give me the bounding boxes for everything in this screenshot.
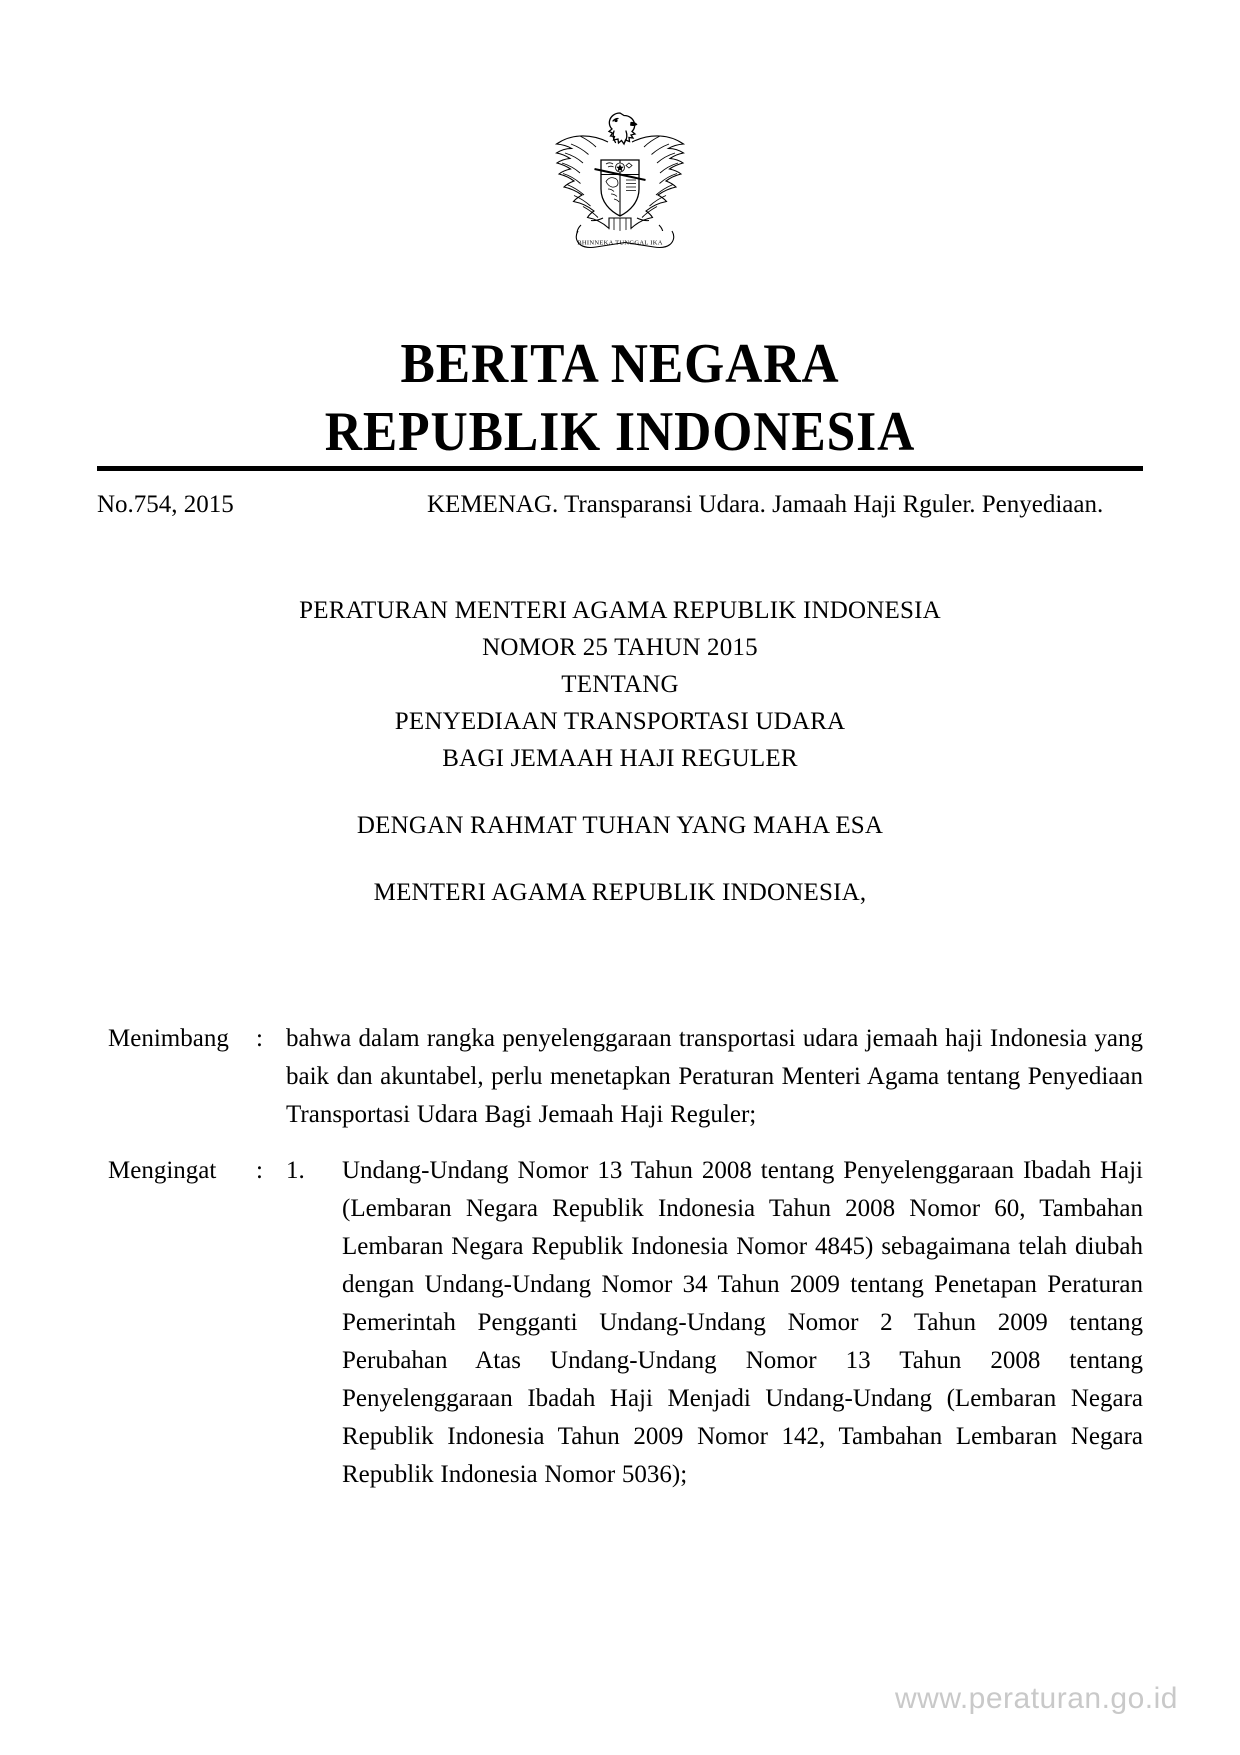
clause-menimbang	[108, 1020, 1143, 1134]
title-tentang: TENTANG	[561, 671, 679, 698]
footer-watermark: www.peraturan.go.id	[895, 1682, 1178, 1715]
gazette-number: No.754, 2015	[97, 491, 234, 518]
clause-label: Mengingat	[108, 1157, 217, 1184]
emblem-container	[0, 100, 1240, 300]
regulation-title-block	[110, 592, 1130, 911]
clause-label: Menimbang	[108, 1025, 229, 1052]
masthead-line-1: BERITA NEGARA	[400, 333, 840, 395]
title-subject-2: BAGI JEMAAH HAJI REGULER	[442, 745, 798, 772]
title-authority: MENTERI AGAMA REPUBLIK INDONESIA,	[373, 879, 867, 906]
garuda-pancasila-emblem	[515, 100, 725, 300]
emblem-motto-text: BHINNEKA TUNGGAL IKA	[577, 239, 663, 247]
title-blessing: DENGAN RAHMAT TUHAN YANG MAHA ESA	[356, 812, 884, 839]
header-divider-rule	[97, 466, 1143, 471]
title-issuer: PERATURAN MENTERI AGAMA REPUBLIK INDONESIA	[299, 597, 941, 624]
title-subject-1: PENYEDIAAN TRANSPORTASI UDARA	[394, 708, 846, 735]
clause-list	[108, 1020, 1143, 1512]
gazette-subject: KEMENAG. Transparansi Udara. Jamaah Haji Rguler. Penyediaan.	[427, 491, 1104, 518]
masthead	[110, 330, 1130, 466]
clause-text: Undang-Undang Nomor 13 Tahun 2008 tentang Penyelenggaraan Ibadah Haji (Lembaran Negara Republik Indonesia Tahun 2008 Nomor 60, Tambahan Lembaran Negara Republik Indonesia Nomor 4845) sebagaimana telah diubah dengan Undang-Undang Nomor 34 Tahun 2009 tentang Penetapan Peraturan Pemerintah Pengganti Undang-Undang Nomor 2 Tahun 2009 tentang Perubahan Atas Undang-Undang Nomor 13 Tahun 2008 tentang Penyelenggaraan Ibadah Haji Menjadi Undang-Undang (Lembaran Negara Republik Indonesia Tahun 2009 Nomor 142, Tambahan Lembaran Negara Republik Indonesia Nomor 5036);	[342, 1157, 1143, 1488]
title-number: NOMOR 25 TAHUN 2015	[482, 634, 758, 661]
header-meta-row	[97, 487, 1143, 523]
masthead-line-2: REPUBLIK INDONESIA	[324, 401, 916, 463]
title-spacer-2	[110, 844, 1130, 874]
clause-mengingat	[108, 1152, 1143, 1494]
clause-colon: :	[256, 1025, 263, 1052]
clause-item-number: 1.	[286, 1157, 305, 1184]
title-spacer-1	[110, 777, 1130, 807]
clause-colon: :	[256, 1157, 263, 1184]
clause-text: bahwa dalam rangka penyelenggaraan transportasi udara jemaah haji Indonesia yang baik dan akuntabel, perlu menetapkan Peraturan Menteri Agama tentang Penyediaan Transportasi Udara Bagi Jemaah Haji Reguler;	[286, 1025, 1143, 1128]
